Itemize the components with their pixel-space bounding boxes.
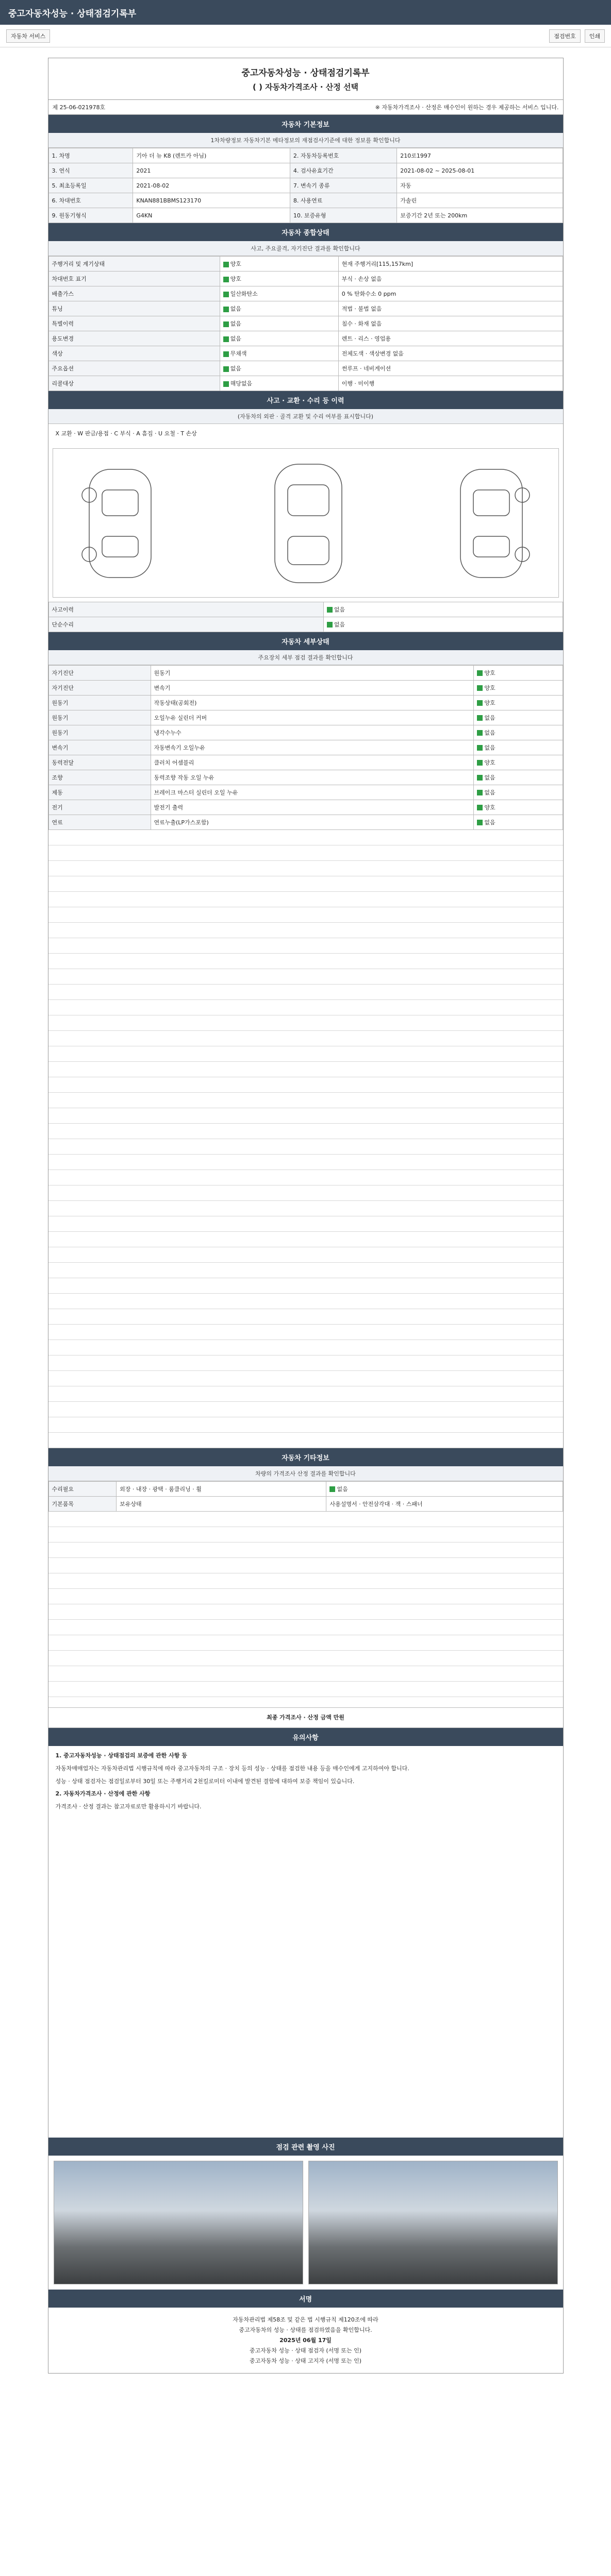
table-row: [48, 695, 563, 710]
sign-line: 중고자동차 성능 · 상태 고지자 (서명 또는 인): [249, 2357, 362, 2364]
cell: 2021: [133, 163, 290, 178]
table-row: [48, 617, 563, 632]
checkbox-icon[interactable]: [477, 805, 483, 810]
cell: 수리필요: [48, 1481, 117, 1496]
cell: 냉각수누수: [151, 725, 474, 740]
accident-table: [48, 602, 563, 632]
table-row: [48, 800, 563, 815]
checkbox-icon[interactable]: [223, 336, 229, 342]
service-chip[interactable]: 자동차 서비스: [6, 29, 50, 43]
cell: [220, 257, 338, 272]
cell: [474, 710, 563, 725]
cell: 기아 더 뉴 K8 (렌트카 아님): [133, 148, 290, 163]
section-accident-sub: (자동차의 외판 · 골격 교환 및 수리 여부를 표시합니다): [48, 409, 563, 424]
table-row: [48, 815, 563, 829]
cell-value: 양호: [484, 804, 496, 811]
table-row: [48, 316, 563, 331]
cell-value: 없음: [484, 819, 496, 826]
cell-value: 없음: [334, 606, 345, 613]
cell-value: 양호: [484, 669, 496, 676]
checkbox-icon[interactable]: [477, 760, 483, 766]
section-basic-info: 자동차 기본정보: [48, 115, 563, 133]
cell-value: 없음: [230, 306, 241, 312]
document-number: 제 25-06-021978호: [52, 104, 106, 111]
cell: 0 % 탄화수소 0 ppm: [338, 286, 563, 301]
table-row: [48, 710, 563, 725]
cell: 6. 차대번호: [48, 193, 133, 208]
cell: 5. 최초등록일: [48, 178, 133, 193]
table-row: [48, 193, 563, 208]
car-front-photo: [54, 2161, 303, 2284]
cell: 자기진단: [48, 680, 151, 695]
cell: 2021-08-02: [133, 178, 290, 193]
note-line: 자동차매매업자는 자동차관리법 시행규칙에 따라 중고자동차의 구조 · 장치 등의 성능 · 상태를 점검한 내용 등을 매수인에게 고지하여야 합니다.: [55, 1765, 409, 1772]
section-basic-info-sub: 1차차량정보 자동차기본 메타정보의 재점검사기준에 대한 정보를 확인합니다: [48, 133, 563, 148]
cell: [474, 770, 563, 785]
cell: 조향: [48, 770, 151, 785]
cell: 2. 자동차등록번호: [290, 148, 397, 163]
cell: [220, 331, 338, 346]
cell: [220, 346, 338, 361]
note-line: 성능 · 상태 점검자는 점검일로부터 30일 또는 주행거리 2천킬로미터 이내에 발견된 결함에 대하여 보증 책임이 있습니다.: [55, 1777, 355, 1785]
cell: 클러치 어셈블리: [151, 755, 474, 770]
cell: 원동기: [151, 665, 474, 680]
cell-value: 없음: [334, 621, 345, 628]
cell: 원동기: [48, 695, 151, 710]
cell-value: 양호: [484, 684, 496, 691]
section-detail-sub: 주요장치 세부 점검 결과를 확인합니다: [48, 650, 563, 665]
checkbox-icon[interactable]: [223, 292, 229, 297]
cell: [474, 800, 563, 815]
overall-table: [48, 256, 563, 391]
cell: [220, 361, 338, 376]
checkbox-icon[interactable]: [477, 775, 483, 781]
table-row: [48, 178, 563, 193]
cell: 9. 원동기형식: [48, 208, 133, 223]
cell: [474, 695, 563, 710]
cell-value: 없음: [484, 774, 496, 781]
detail-table-continued: [48, 830, 563, 1448]
cell: 배출가스: [48, 286, 220, 301]
checkbox-icon[interactable]: [327, 607, 333, 613]
cell: 특별이력: [48, 316, 220, 331]
table-row: [48, 1481, 563, 1496]
table-row: [48, 755, 563, 770]
section-notes: 유의사항: [48, 1728, 563, 1746]
cell: 가솔린: [397, 193, 563, 208]
cell: 튜닝: [48, 301, 220, 316]
table-row: [48, 680, 563, 695]
cell: 작동상태(공회전): [151, 695, 474, 710]
cell: 자동: [397, 178, 563, 193]
inspection-document: [48, 58, 564, 2374]
sign-line: 자동차관리법 제58조 및 같은 법 시행규칙 제120조에 따라: [233, 2316, 378, 2324]
cell: 사용설명서 · 안전삼각대 · 잭 · 스패너: [326, 1496, 563, 1511]
cell: 전체도색 · 색상변경 없음: [338, 346, 563, 361]
checkbox-icon[interactable]: [223, 351, 229, 357]
car-rear-photo: [308, 2161, 558, 2284]
cell: 전기: [48, 800, 151, 815]
cell: 변속기: [151, 680, 474, 695]
cell-value: 양호: [484, 759, 496, 766]
cell-value: 양호: [230, 276, 241, 282]
table-row: [48, 301, 563, 316]
cell: 용도변경: [48, 331, 220, 346]
cell: 자기진단: [48, 665, 151, 680]
section-photos: 점검 관련 촬영 사진: [48, 2138, 563, 2156]
checkbox-icon[interactable]: [477, 820, 483, 825]
cell: KNAN881BBMS123170: [133, 193, 290, 208]
checkbox-icon[interactable]: [477, 715, 483, 721]
document-title: 중고자동차성능 · 상태점검기록부: [241, 68, 370, 78]
cell: [326, 1481, 563, 1496]
cell: 주요옵션: [48, 361, 220, 376]
document-subtitle: ( ) 자동차가격조사 · 산정 선택: [253, 82, 358, 92]
toolbar: [0, 25, 611, 47]
table-row: [48, 665, 563, 680]
cell: 변속기: [48, 740, 151, 755]
cell: 원동기: [48, 725, 151, 740]
cell: 차대번호 표기: [48, 272, 220, 286]
basic-info-table: [48, 148, 563, 223]
cell: 10. 보증유형: [290, 208, 397, 223]
cell: 현재 주행거리[115,157km]: [338, 257, 563, 272]
cell: [220, 301, 338, 316]
table-row: [48, 1496, 563, 1511]
section-etc: 자동차 기타정보: [48, 1448, 563, 1466]
table-row: [48, 286, 563, 301]
cell-value: 없음: [230, 335, 241, 342]
etc-table: [48, 1481, 563, 1512]
cell-value: 없음: [230, 320, 241, 327]
car-damage-diagram: [53, 448, 559, 598]
checkbox-icon[interactable]: [477, 745, 483, 751]
table-row: [48, 785, 563, 800]
cell: 주행거리 및 계기상태: [48, 257, 220, 272]
cell: [474, 815, 563, 829]
table-row: [48, 257, 563, 272]
cell-value: 없음: [484, 789, 496, 796]
section-overall-sub: 사고, 주요골격, 자기진단 결과를 확인합니다: [48, 241, 563, 256]
cell: [323, 617, 563, 632]
detail-table: [48, 665, 563, 830]
cell: 2021-08-02 ~ 2025-08-01: [397, 163, 563, 178]
cell: [220, 286, 338, 301]
cell: 단순수리: [48, 617, 323, 632]
cell: 3. 연식: [48, 163, 133, 178]
checkbox-icon[interactable]: [329, 1486, 335, 1492]
cell: 제동: [48, 785, 151, 800]
cell: [220, 316, 338, 331]
section-detail: 자동차 세부상태: [48, 632, 563, 650]
cell: G4KN: [133, 208, 290, 223]
notes-body: [48, 1746, 563, 2138]
checkbox-icon[interactable]: [223, 381, 229, 387]
section-accident: 사고 · 교환 · 수리 등 이력: [48, 391, 563, 409]
app-title: 중고자동차성능 · 상태점검기록부: [8, 8, 137, 19]
table-row: [48, 361, 563, 376]
cell: 발전기 출력: [151, 800, 474, 815]
cell: 브레이크 마스터 실린더 오일 누유: [151, 785, 474, 800]
checkbox-icon[interactable]: [327, 622, 333, 628]
cell: 보유상태: [117, 1496, 326, 1511]
cell: 적법 · 불법 없음: [338, 301, 563, 316]
cell: 동력조향 작동 오일 누유: [151, 770, 474, 785]
cell: 침수 · 화재 없음: [338, 316, 563, 331]
cell: 1. 차명: [48, 148, 133, 163]
cell: 210로1997: [397, 148, 563, 163]
cell-value: 양호: [230, 261, 241, 267]
table-row: [48, 725, 563, 740]
cell-value: 무채색: [230, 350, 247, 357]
print-button[interactable]: 인쇄: [585, 29, 605, 43]
table-row: [48, 163, 563, 178]
table-row: [48, 770, 563, 785]
cell-value: 없음: [484, 729, 496, 736]
checkbox-icon[interactable]: [477, 685, 483, 691]
cell: 오일누유 실린더 커버: [151, 710, 474, 725]
table-row: [48, 331, 563, 346]
table-row: [48, 602, 563, 617]
checkbox-icon[interactable]: [477, 790, 483, 795]
cell-value: 없음: [230, 365, 241, 372]
cell: 리콜대상: [48, 376, 220, 391]
cell: 썬루프 · 네비게이션: [338, 361, 563, 376]
cell: 부식 · 손상 없음: [338, 272, 563, 286]
cell: [323, 602, 563, 617]
inspection-number-chip[interactable]: 점검번호: [549, 29, 581, 43]
note-line: 2. 자동차가격조사 · 산정에 관한 사항: [55, 1790, 151, 1798]
document-header: [48, 58, 563, 100]
cell: [474, 755, 563, 770]
table-row: [48, 208, 563, 223]
photo-strip: [48, 2156, 563, 2290]
section-etc-sub: 차량의 가격조사 산정 결과를 확인합니다: [48, 1466, 563, 1481]
section-sign: 서명: [48, 2290, 563, 2308]
cell: 4. 검사유효기간: [290, 163, 397, 178]
accident-legend: X 교환 · W 판금/용접 · C 부식 · A 흠집 · U 요철 · T 손상: [55, 430, 197, 437]
sign-date: 2025년 06월 17일: [279, 2336, 332, 2344]
cell: 보증기간 2년 또는 200km: [397, 208, 563, 223]
note-line: 가격조사 · 산정 결과는 참고자료로만 활용하시기 바랍니다.: [55, 1803, 202, 1810]
sign-line: 중고자동차 성능 · 상태 점검자 (서명 또는 인): [249, 2347, 362, 2354]
document-note: ※ 자동차가격조사 · 산정은 매수인이 원하는 경우 제공하는 서비스 입니다.: [375, 104, 559, 111]
checkbox-icon[interactable]: [223, 321, 229, 327]
table-row: [48, 740, 563, 755]
cell-value: 해당없음: [230, 380, 253, 387]
cell: 기본품목: [48, 1496, 117, 1511]
cell: [474, 665, 563, 680]
cell-value: 없음: [484, 744, 496, 751]
table-row: [48, 272, 563, 286]
table-row: [48, 376, 563, 391]
cell-value: 없음: [484, 714, 496, 721]
checkbox-icon[interactable]: [223, 307, 229, 312]
cell-value: 일산화탄소: [230, 291, 258, 297]
cell: 8. 사용연료: [290, 193, 397, 208]
checkbox-icon[interactable]: [477, 670, 483, 676]
cell: 색상: [48, 346, 220, 361]
checkbox-icon[interactable]: [223, 277, 229, 282]
cell: [220, 272, 338, 286]
checkbox-icon[interactable]: [477, 700, 483, 706]
cell: 연료누출(LP가스포함): [151, 815, 474, 829]
car-outline-icon: [53, 449, 559, 597]
table-row: [48, 148, 563, 163]
cell: 이행 · 미이행: [338, 376, 563, 391]
checkbox-icon[interactable]: [223, 366, 229, 372]
cell-value: 없음: [337, 1485, 348, 1493]
sign-line: 중고자동차의 성능 · 상태를 점검하였음을 확인합니다.: [239, 2327, 372, 2334]
cell: 연료: [48, 815, 151, 829]
cell: 원동기: [48, 710, 151, 725]
cell: [220, 376, 338, 391]
cell-value: 양호: [484, 699, 496, 706]
cell: 외장 · 내장 · 광택 · 룸클리닝 · 휠: [117, 1481, 326, 1496]
cell: 렌트 · 리스 · 영업용: [338, 331, 563, 346]
price-line: 최종 가격조사 · 산정 금액 만원: [48, 1707, 563, 1728]
checkbox-icon[interactable]: [223, 262, 229, 267]
signature-block: [48, 2308, 563, 2373]
cell: [474, 680, 563, 695]
document-meta: [48, 100, 563, 115]
cell: 자동변속기 오일누유: [151, 740, 474, 755]
note-line: 1. 중고자동차성능 · 상태점검의 보증에 관한 사항 등: [55, 1752, 187, 1759]
cell: [474, 725, 563, 740]
section-overall: 자동차 종합상태: [48, 223, 563, 241]
app-title-bar: [0, 0, 611, 25]
checkbox-icon[interactable]: [477, 730, 483, 736]
cell: [474, 740, 563, 755]
table-row: [48, 346, 563, 361]
cell: [474, 785, 563, 800]
cell: 사고이력: [48, 602, 323, 617]
cell: 동력전달: [48, 755, 151, 770]
etc-table-continued: [48, 1512, 563, 1707]
cell: 7. 변속기 종류: [290, 178, 397, 193]
